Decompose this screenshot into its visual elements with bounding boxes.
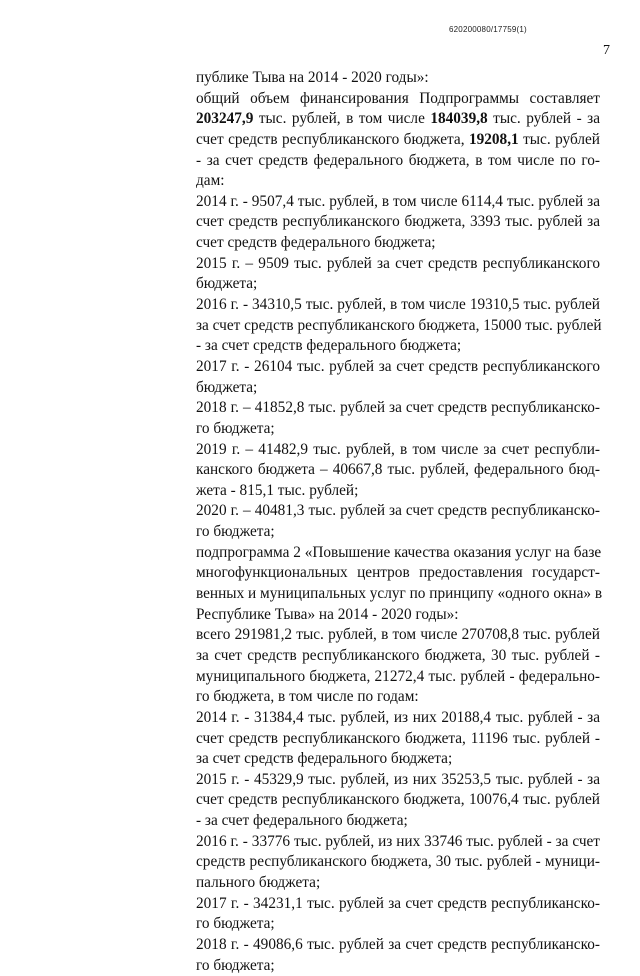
text-segment: тыс. рублей [518, 130, 600, 148]
text-line: венных и муниципальных услуг по принципу «одного окна» в [196, 585, 603, 603]
text-line: канского бюджета – 40667,8 тыс. рублей, федерального бюд- [196, 461, 600, 479]
text-line: 2019 г. – 41482,9 тыс. рублей, в том числе за счет республи- [196, 440, 600, 458]
text-line: го бюджета; [196, 419, 275, 437]
text-line: счет средств республиканского бюджета, 3393 тыс. рублей за [196, 213, 600, 231]
text-line: за счет средств федерального бюджета; [196, 750, 453, 768]
text-line: - за счет федерального бюджета; [196, 812, 408, 830]
text-line: Республике Тыва» на 2014 - 2020 годы»: [196, 605, 459, 623]
text-line [196, 109, 600, 130]
document-body [196, 68, 603, 976]
text-line: 2018 г. - 49086,6 тыс. рублей за счет средств республиканско- [196, 935, 600, 953]
text-line: 2017 г. - 26104 тыс. рублей за счет средств республиканского [196, 357, 600, 375]
text-segment: тыс. рублей - за [487, 110, 600, 128]
text-line: го бюджета; [196, 523, 275, 541]
text-line: го бюджета; [196, 915, 275, 933]
text-line: 2020 г. – 40481,3 тыс. рублей за счет средств республиканско- [196, 502, 600, 520]
text-line: за счет средств республиканского бюджета, 30 тыс. рублей - [196, 646, 600, 664]
text-line: 2015 г. – 9509 тыс. рублей за счет средств республиканского [196, 254, 600, 272]
text-line: публике Тыва на 2014 - 2020 годы»: [196, 69, 429, 86]
text-line: всего 291981,2 тыс. рублей, в том числе 270708,8 тыс. рублей [196, 626, 600, 644]
text-line [196, 130, 600, 151]
page-number: 7 [603, 43, 610, 58]
text-line: 2014 г. - 31384,4 тыс. рублей, из них 20188,4 тыс. рублей - за [196, 708, 600, 726]
text-line: муниципального бюджета, 21272,4 тыс. рублей - федерально- [196, 667, 600, 685]
text-line: 2018 г. – 41852,8 тыс. рублей за счет средств республиканско- [196, 399, 600, 417]
text-segment: счет средств республиканского бюджета, [196, 130, 469, 148]
text-line: многофункциональных центров предоставления государст- [196, 564, 600, 582]
text-line: 2015 г. - 45329,9 тыс. рублей, из них 35253,5 тыс. рублей - за [196, 770, 600, 788]
text-line: го бюджета; [196, 956, 275, 974]
text-line: 2016 г. - 33776 тыс. рублей, из них 33746 тыс. рублей - за счет [196, 832, 600, 850]
text-line: подпрограмма 2 «Повышение качества оказания услуг на базе [196, 543, 602, 561]
text-line: бюджета; [196, 378, 258, 396]
text-line: - за счет средств федерального бюджета; [196, 337, 462, 355]
text-line: пального бюджета; [196, 873, 321, 891]
text-line: счет средств федерального бюджета; [196, 234, 436, 252]
text-line: 2014 г. - 9507,4 тыс. рублей, в том числе 6114,4 тыс. рублей за [196, 192, 600, 210]
text-segment: тыс. рублей, в том числе [253, 110, 431, 128]
text-line: средств республиканского бюджета, 30 тыс. рублей - муници- [196, 853, 600, 871]
text-line: - за счет средств федерального бюджета, в том числе по го- [196, 151, 600, 169]
text-line: за счет средств республиканского бюджета, 15000 тыс. рублей [196, 316, 602, 334]
bold-amount: 184039,8 [430, 110, 488, 128]
bold-amount: 203247,9 [196, 110, 254, 128]
text-line: дам: [196, 172, 225, 190]
text-line: счет средств республиканского бюджета, 10076,4 тыс. рублей [196, 791, 600, 809]
document-id: 620200080/17759(1) [449, 25, 527, 34]
text-line: го бюджета, в том числе по годам: [196, 688, 419, 706]
text-line: 2016 г. - 34310,5 тыс. рублей, в том числе 19310,5 тыс. рублей [196, 296, 600, 314]
text-line: общий объем финансирования Подпрограммы составляет [196, 89, 600, 107]
bold-amount: 19208,1 [468, 130, 519, 148]
text-line: жета - 815,1 тыс. рублей; [196, 481, 359, 499]
text-line: бюджета; [196, 275, 258, 293]
text-line: 2017 г. - 34231,1 тыс. рублей за счет средств республиканско- [196, 894, 600, 912]
text-line: счет средств республиканского бюджета, 11196 тыс. рублей - [196, 729, 600, 747]
